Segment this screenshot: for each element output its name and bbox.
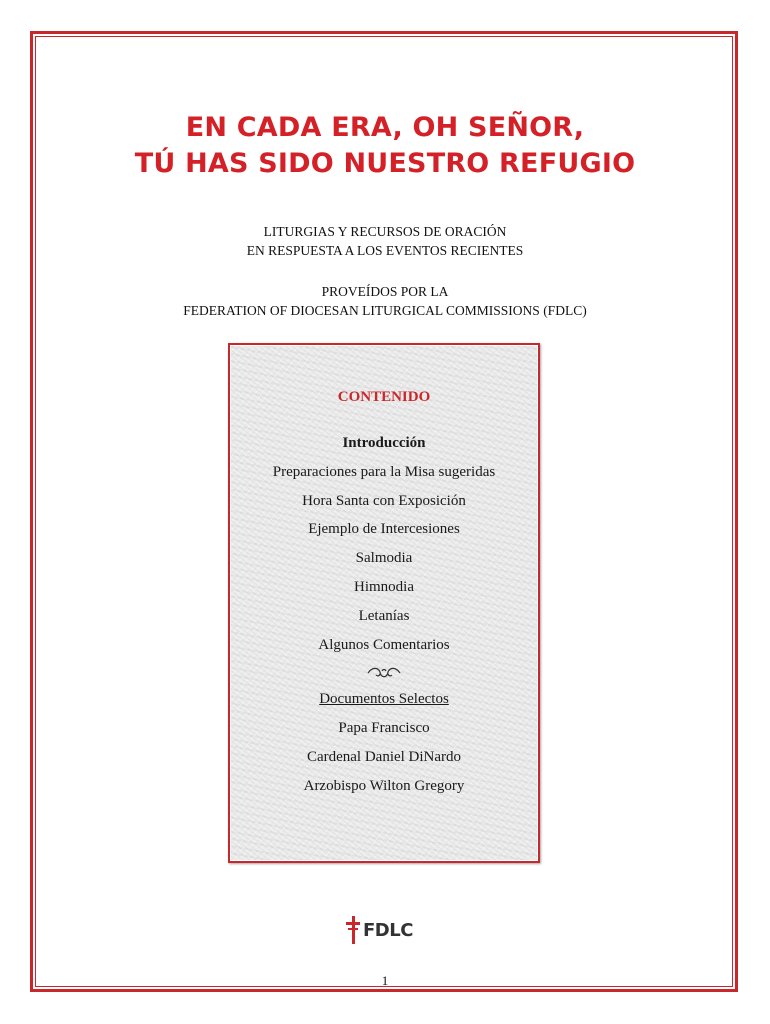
fdlc-logo bbox=[346, 913, 416, 947]
toc-item[interactable]: Algunos Comentarios bbox=[318, 636, 450, 653]
logo-text: FDLC bbox=[363, 919, 413, 941]
toc-item[interactable]: Preparaciones para la Misa sugeridas bbox=[272, 463, 496, 480]
toc-item[interactable]: Ejemplo de Intercesiones bbox=[308, 521, 460, 538]
subtitle-block bbox=[0, 222, 770, 260]
toc-document-item[interactable]: Arzobispo Wilton Gregory bbox=[303, 777, 465, 794]
toc-item[interactable]: Letanías bbox=[358, 607, 410, 624]
toc-item[interactable]: Salmodia bbox=[355, 550, 413, 567]
toc-document-item[interactable]: Papa Francisco bbox=[338, 720, 430, 737]
title-line-1: EN CADA ERA, OH SEÑOR, bbox=[185, 112, 585, 143]
fleuron-ornament-icon bbox=[230, 659, 538, 685]
toc-item[interactable]: Himnodia bbox=[354, 578, 414, 595]
subtitle-line-4: FEDERATION OF DIOCESAN LITURGICAL COMMISSIONS (FDLC) bbox=[183, 303, 587, 318]
cross-icon bbox=[346, 916, 360, 944]
toc-document-item[interactable]: Cardenal Daniel DiNardo bbox=[306, 748, 462, 765]
toc-item[interactable]: Introducción bbox=[342, 435, 426, 451]
toc-list bbox=[230, 429, 538, 801]
toc-heading: CONTENIDO bbox=[337, 389, 431, 405]
page-number: 1 bbox=[381, 973, 389, 988]
title-line-2: TÚ HAS SIDO NUESTRO REFUGIO bbox=[134, 148, 636, 179]
subtitle-line-1: LITURGIAS Y RECURSOS DE ORACIÓN bbox=[263, 224, 507, 239]
document-title bbox=[0, 110, 770, 182]
table-of-contents bbox=[228, 343, 540, 863]
subtitle-line-3: PROVEÍDOS POR LA bbox=[321, 284, 449, 299]
provider-block bbox=[0, 282, 770, 320]
toc-item[interactable]: Hora Santa con Exposición bbox=[302, 492, 466, 509]
subtitle-line-2: EN RESPUESTA A LOS EVENTOS RECIENTES bbox=[246, 243, 524, 258]
toc-documents-heading[interactable]: Documentos Selectos bbox=[319, 691, 449, 708]
